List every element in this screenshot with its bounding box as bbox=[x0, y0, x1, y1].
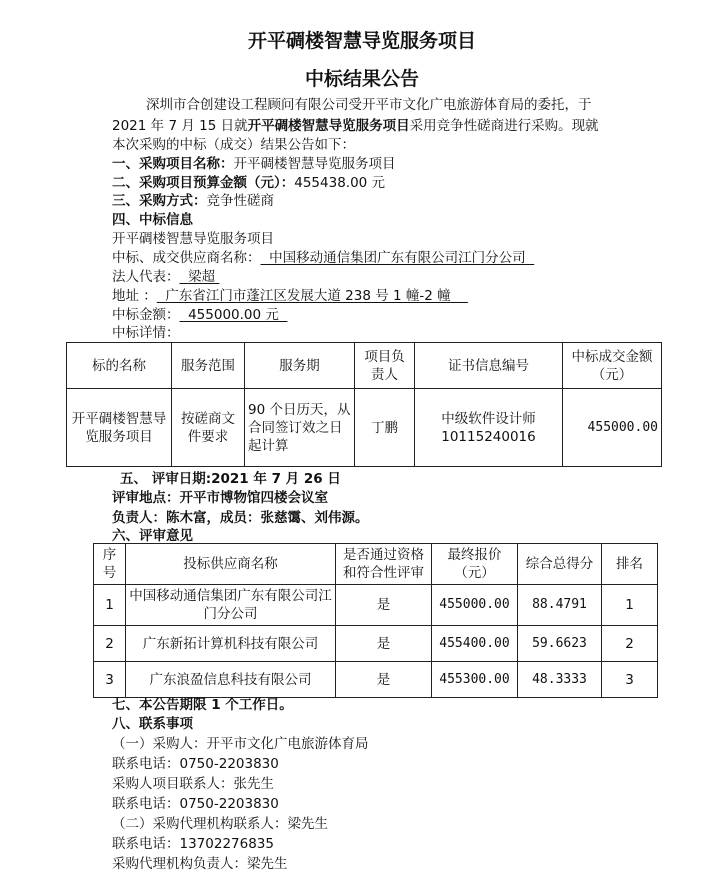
intro-line-1: 深圳市合创建设工程顾问有限公司受开平市文化广电旅游体育局的委托，于 bbox=[146, 97, 592, 113]
section-1 bbox=[112, 155, 396, 173]
section-4-label: 四、中标信息 bbox=[112, 212, 193, 228]
award-rep-label: 法人代表： bbox=[112, 269, 180, 285]
review-cell: 455400.00 bbox=[432, 626, 518, 662]
award-detail-label: 中标详情： bbox=[112, 325, 180, 341]
award-amount-value: 455000.00 元 bbox=[188, 307, 279, 323]
award-addr-value: 广东省江门市蓬江区发展大道 238 号 1 幢-2 幢 bbox=[165, 288, 451, 304]
award-amount-label: 中标金额： bbox=[112, 307, 180, 323]
award-supplier bbox=[112, 249, 534, 267]
contact-agent-head: 采购代理机构负责人：梁先生 bbox=[112, 856, 288, 872]
contact-buyer: （一）采购人：开平市文化广电旅游体育局 bbox=[112, 736, 369, 752]
review-cell: 1 bbox=[602, 585, 658, 626]
award-addr-label: 地址 ： bbox=[112, 288, 157, 304]
review-table-row bbox=[94, 626, 658, 662]
contact-buyer-tel: 联系电话：0750-2203830 bbox=[112, 756, 279, 772]
review-cell: 广东浪盈信息科技有限公司 bbox=[126, 662, 336, 698]
review-cell: 中国移动通信集团广东有限公司江门分公司 bbox=[126, 585, 336, 626]
section-1-value: 开平碉楼智慧导览服务项目 bbox=[233, 156, 396, 172]
section-1-label: 一、采购项目名称： bbox=[112, 156, 234, 172]
award-header-period: 服务期 bbox=[245, 343, 355, 389]
review-cell: 是 bbox=[336, 662, 432, 698]
review-date-label: 五、 评审日期: bbox=[120, 471, 212, 487]
contact-agent-tel: 联系电话：13702276835 bbox=[112, 836, 274, 852]
award-header-cert: 证书信息编号 bbox=[415, 343, 563, 389]
award-address bbox=[112, 287, 468, 305]
review-table bbox=[93, 543, 658, 698]
award-cell-amount: 455000.00 bbox=[563, 389, 662, 467]
section-3-label: 三、采购方式： bbox=[112, 193, 207, 209]
review-place: 评审地点：开平市博物馆四楼会议室 bbox=[112, 490, 328, 506]
section-2 bbox=[112, 174, 385, 192]
review-header-qualified: 是否通过资格和符合性评审 bbox=[336, 544, 432, 585]
review-header-index: 序号 bbox=[94, 544, 126, 585]
contact-buyer-person: 采购人项目联系人：张先生 bbox=[112, 776, 274, 792]
award-cell-cert: 中级软件设计师 10115240016 bbox=[415, 389, 563, 467]
intro-line-2 bbox=[112, 117, 599, 135]
intro-method: 采用竞争性磋商进行采购。现就 bbox=[409, 118, 599, 134]
award-table-header-row bbox=[67, 343, 662, 389]
review-cell: 广东新拓计算机科技有限公司 bbox=[126, 626, 336, 662]
document-subtitle: 中标结果公告 bbox=[304, 68, 419, 90]
award-header-scope: 服务范围 bbox=[172, 343, 245, 389]
review-cell: 2 bbox=[602, 626, 658, 662]
award-cell-scope: 按磋商文件要求 bbox=[172, 389, 245, 467]
award-header-name: 标的名称 bbox=[67, 343, 172, 389]
review-cell: 是 bbox=[336, 585, 432, 626]
award-table-row bbox=[67, 389, 662, 467]
review-header-price: 最终报价（元） bbox=[432, 544, 518, 585]
review-members: 负责人：陈木富，成员：张慈霭、刘伟源。 bbox=[112, 510, 369, 526]
award-amount bbox=[112, 306, 287, 324]
review-header-rank: 排名 bbox=[602, 544, 658, 585]
review-table-row bbox=[94, 662, 658, 698]
review-cell: 是 bbox=[336, 626, 432, 662]
review-cell: 88.4791 bbox=[518, 585, 602, 626]
award-project: 开平碉楼智慧导览服务项目 bbox=[112, 231, 274, 247]
review-table-row bbox=[94, 585, 658, 626]
section-2-label: 二、采购项目预算金额（元）： bbox=[112, 175, 295, 191]
award-supplier-label: 中标、成交供应商名称： bbox=[112, 250, 261, 266]
review-header-supplier: 投标供应商名称 bbox=[126, 544, 336, 585]
intro-project: 开平碉楼智慧导览服务项目 bbox=[247, 118, 410, 134]
award-table bbox=[66, 342, 662, 467]
intro-line-3: 本次采购的中标（成交）结果公告如下： bbox=[112, 137, 355, 153]
award-rep-value: 梁超 bbox=[188, 269, 216, 285]
review-cell: 1 bbox=[94, 585, 126, 626]
section-7: 七、本公告期限 1 个工作日。 bbox=[112, 697, 293, 713]
review-cell: 3 bbox=[94, 662, 126, 698]
section-3-value: 竞争性磋商 bbox=[206, 193, 274, 209]
award-cell-period: 90 个日历天，从合同签订效之日起计算 bbox=[245, 389, 355, 467]
section-2-value: 455438.00 元 bbox=[294, 175, 386, 191]
review-table-header-row bbox=[94, 544, 658, 585]
contact-buyer-person-tel: 联系电话：0750-2203830 bbox=[112, 796, 279, 812]
award-header-manager: 项目负责人 bbox=[355, 343, 415, 389]
contact-agent: （二）采购代理机构联系人：梁先生 bbox=[112, 816, 328, 832]
review-cell: 2 bbox=[94, 626, 126, 662]
award-cell-manager: 丁鹏 bbox=[355, 389, 415, 467]
section-8-label: 八、联系事项 bbox=[112, 716, 193, 732]
review-cell: 3 bbox=[602, 662, 658, 698]
review-cell: 455300.00 bbox=[432, 662, 518, 698]
document-title: 开平碉楼智慧导览服务项目 bbox=[247, 30, 476, 52]
award-header-amount: 中标成交金额（元） bbox=[563, 343, 662, 389]
award-supplier-value: 中国移动通信集团广东有限公司江门分公司 bbox=[269, 250, 526, 266]
review-cell: 59.6623 bbox=[518, 626, 602, 662]
award-cell-name: 开平碉楼智慧导览服务项目 bbox=[67, 389, 172, 467]
intro-date: 2021 年 7 月 15 日就 bbox=[112, 118, 248, 134]
review-opinion-label: 六、评审意见 bbox=[112, 528, 193, 544]
review-header-score: 综合总得分 bbox=[518, 544, 602, 585]
review-date bbox=[120, 470, 341, 488]
section-3 bbox=[112, 192, 274, 210]
review-cell: 455000.00 bbox=[432, 585, 518, 626]
review-cell: 48.3333 bbox=[518, 662, 602, 698]
review-date-value: 2021 年 7 月 26 日 bbox=[211, 471, 341, 487]
award-legal-rep bbox=[112, 268, 219, 286]
